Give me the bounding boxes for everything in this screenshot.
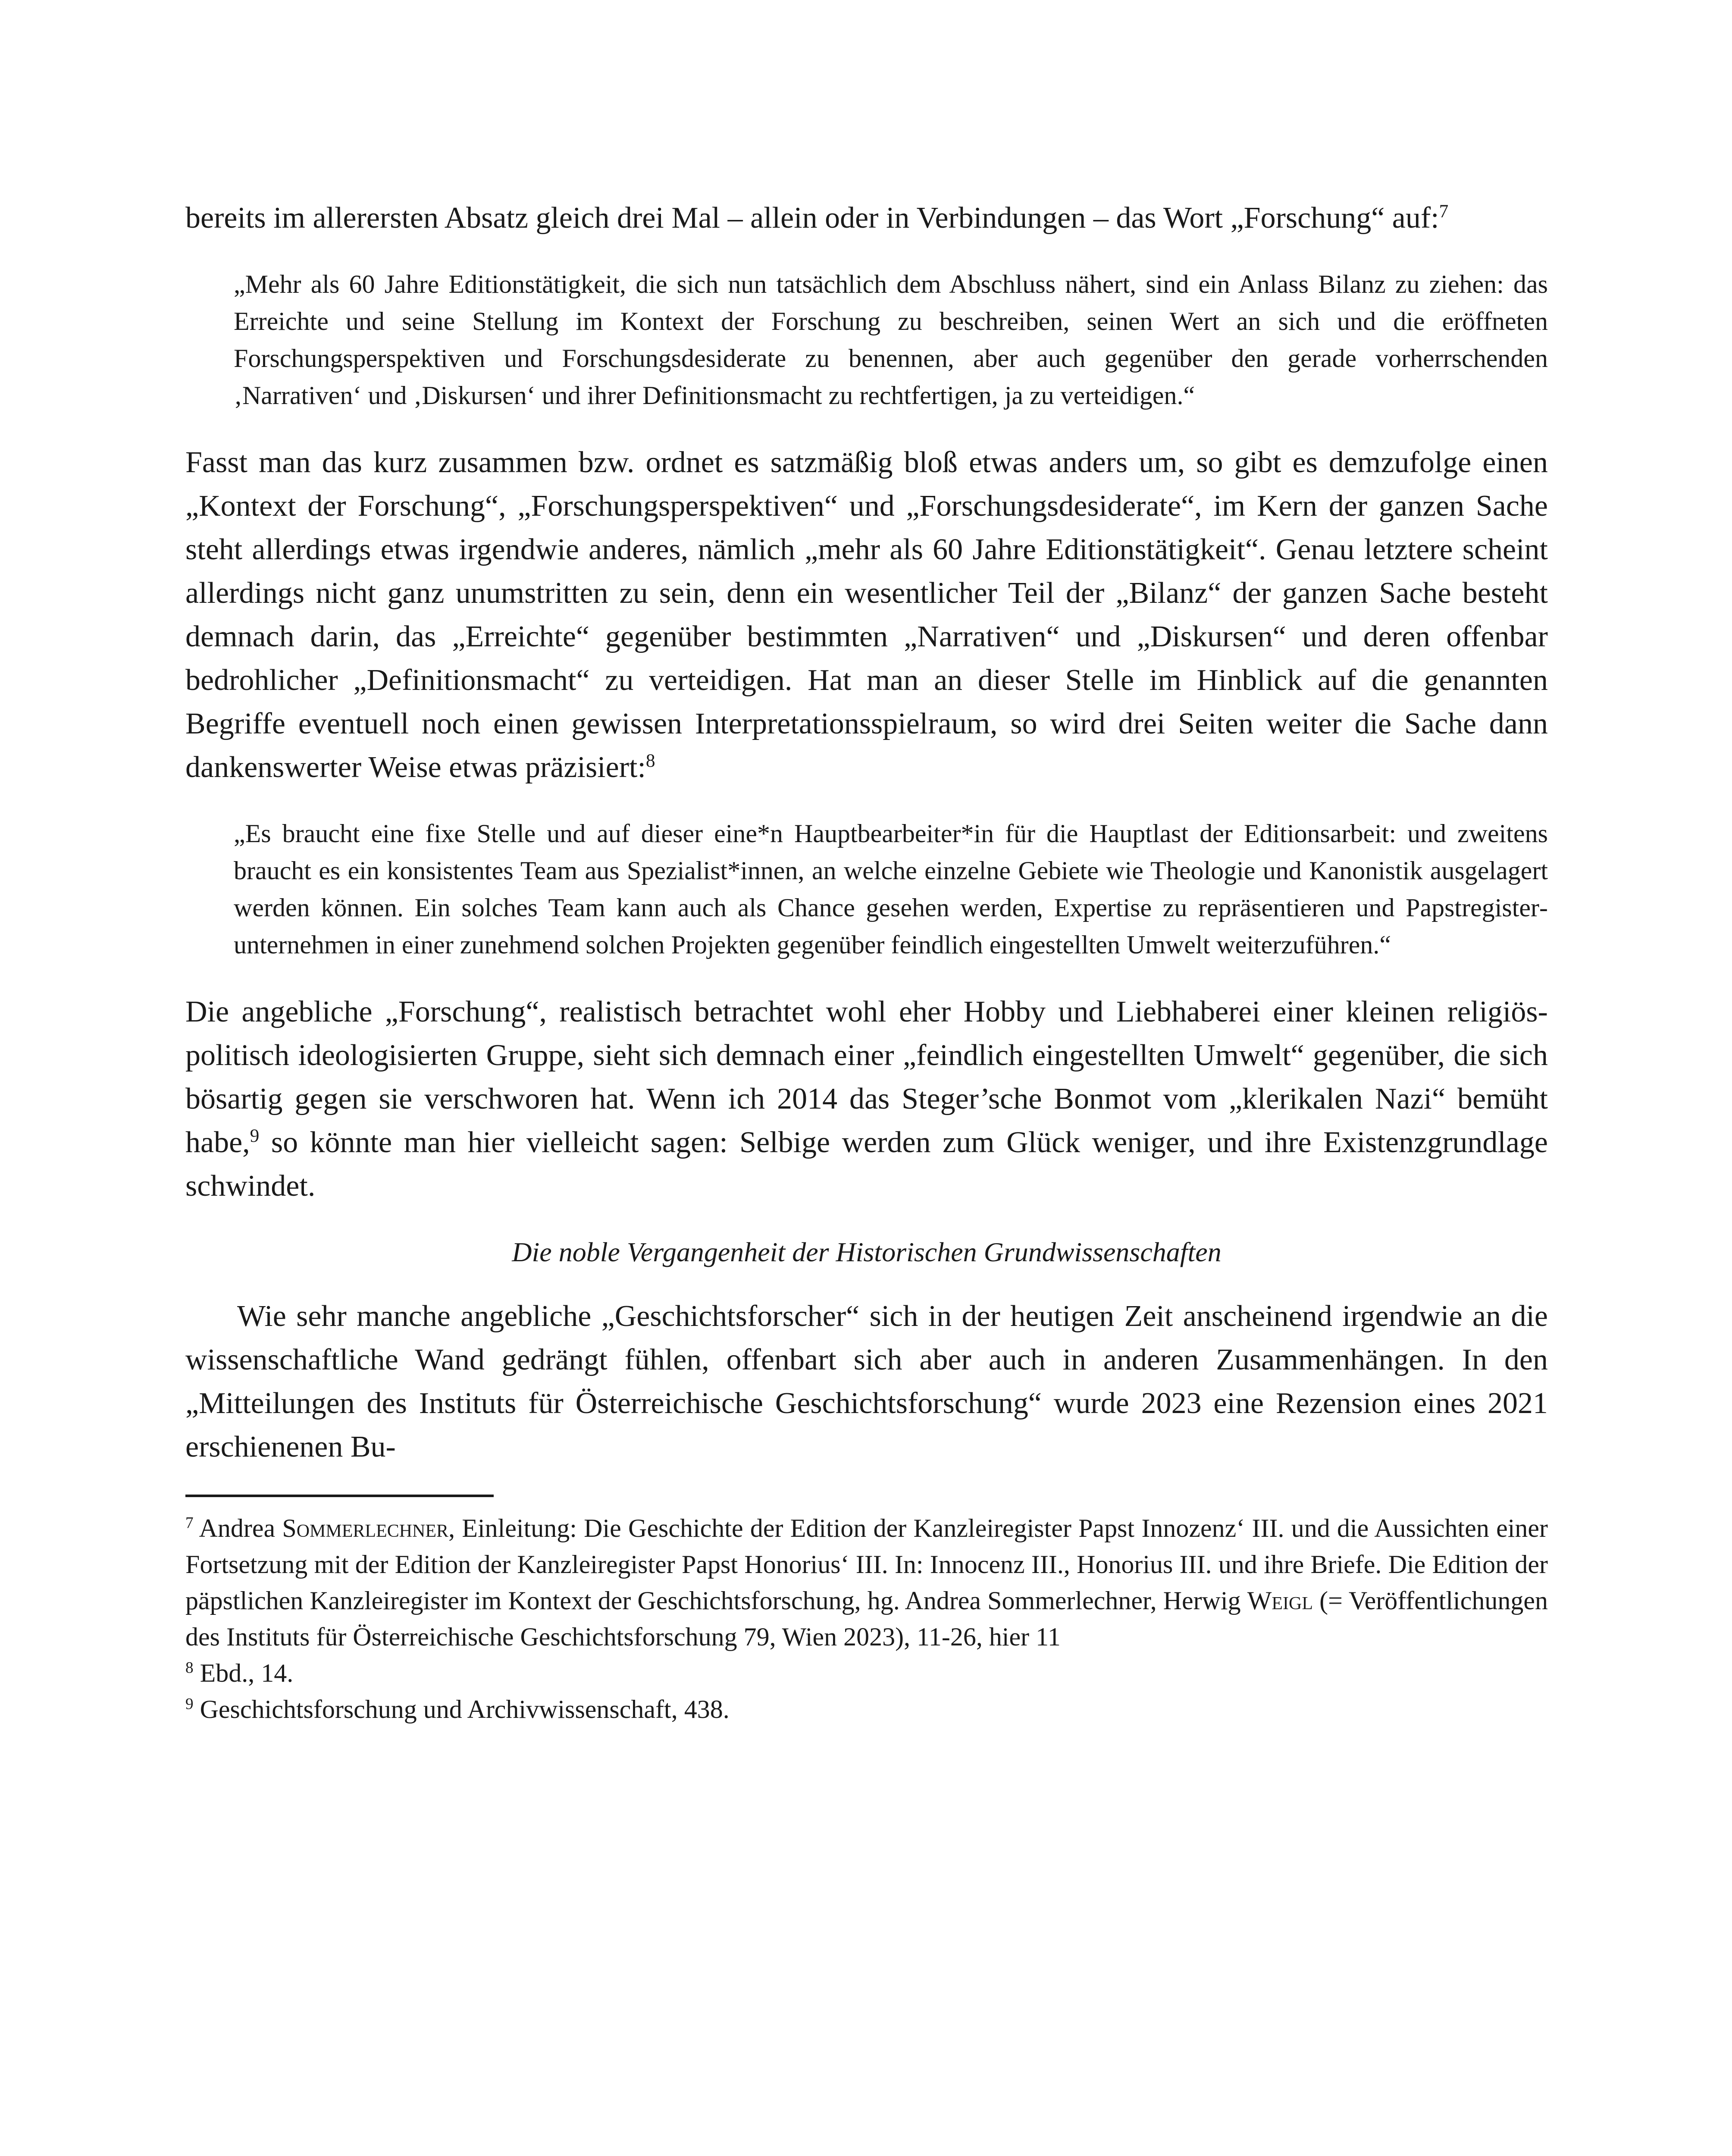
paragraph-3 bbox=[185, 990, 1548, 1208]
footnote-7-text-b: , Einleitung: Die Geschichte der Edition der Kanzleiregister Papst Innozenz‘ III. und die Aussichten einer Fortsetzung mit der Edition der Kanzleiregister Papst Honorius‘ III. In: Innocenz III., Honorius III. und ihre Briefe. Die Edition der päpstlichen Kanzleiregister im Kontext der Geschichtsforschung, hg. Andrea Sommerlechner, Herwig bbox=[185, 1514, 1548, 1615]
footnote-7-text-c: (= Veröffentlichungen des Instituts für Österreichische Geschichtsforschung 79, Wien 2023), 11-26, hier 11 bbox=[185, 1586, 1548, 1651]
footnote-8 bbox=[185, 1655, 1548, 1691]
footnote-7-author: Sommerlechner bbox=[282, 1514, 449, 1542]
block-quote-2: „Es braucht eine fixe Stelle und auf dieser eine*n Hauptbearbeiter*in für die Hauptlast der Editionsarbeit: und zweitens braucht es ein konsistentes Team aus Spezialist*innen, an welche einzelne Gebiete wie Theologie und Kanonistik ausgelagert werden können. Ein solches Team kann auch als Chance gesehen werden, Expertise zu repräsentieren und Papstregisterunternehmen in einer zunehmend solchen Projekten gegenüber feindlich eingestellten Umwelt weiterzuführen.“ bbox=[234, 819, 1548, 959]
footnote-7-text-a: Andrea bbox=[193, 1514, 282, 1542]
paragraph-2 bbox=[185, 441, 1548, 789]
footnote-number-8: 8 bbox=[185, 1659, 194, 1677]
paragraph-2-text: Fasst man das kurz zusammen bzw. ordnet es satzmäßig bloß etwas anders um, so gibt es demzufolge einen „Kontext der Forschung“, „Forschungsperspektiven“ und „Forschungsdesiderate“, im Kern der ganzen Sache steht allerdings etwas irgendwie anderes, nämlich „mehr als 60 Jahre Editionstätigkeit“. Genau letztere scheint allerdings nicht ganz unumstritten zu sein, denn ein wesentlicher Teil der „Bilanz“ der ganzen Sache besteht demnach darin, das „Erreichte“ gegenüber bestimmten „Narrativen“ und „Diskursen“ und deren offenbar bedrohlicher „Definitionsmacht“ zu verteidigen. Hat man an dieser Stelle im Hinblick auf die genannten Begriffe eventuell noch einen gewissen Interpretationsspielraum, so wird drei Seiten weiter die Sache dann dankenswerter Weise etwas präzisiert: bbox=[185, 446, 1548, 784]
paragraph-1 bbox=[185, 196, 1548, 240]
footnote-number-7: 7 bbox=[185, 1514, 194, 1532]
paragraph-3-text-a: Die angebliche „Forschung“, realistisch betrachtet wohl eher Hobby und Liebhaberei einer kleinen religiös-politisch ideologisierten Gruppe, sieht sich demnach einer „feindlich eingestellten Umwelt“ gegenüber, die sich bösartig gegen sie verschworen hat. Wenn ich 2014 das Steger’sche Bonmot vom „klerikalen Nazi“ bemüht habe, bbox=[185, 995, 1548, 1159]
footnote-ref-8[interactable]: 8 bbox=[645, 750, 655, 771]
paragraph-1-text: bereits im allerersten Absatz gleich drei Mal – allein oder in Verbindungen – das Wort „Forschung“ auf: bbox=[185, 201, 1439, 235]
footnote-divider bbox=[185, 1495, 494, 1497]
footnote-9 bbox=[185, 1691, 1548, 1727]
footnote-7 bbox=[185, 1510, 1548, 1655]
footnote-9-text: Geschichtsforschung und Archivwissenschaft, 438. bbox=[193, 1695, 730, 1724]
footnote-7-editor: Weigl bbox=[1247, 1586, 1313, 1615]
paragraph-3-text-b: so könnte man hier vielleicht sagen: Selbige werden zum Glück weniger, und ihre Existenzgrundlage schwindet. bbox=[185, 1126, 1548, 1203]
block-quote-1: „Mehr als 60 Jahre Editionstätigkeit, die sich nun tatsächlich dem Abschluss nähert, sind ein Anlass Bilanz zu ziehen: das Erreichte und seine Stellung im Kontext der Forschung zu beschreiben, seinen Wert an sich und die eröffneten Forschungsperspektiven und Forschungsdesiderate zu benennen, aber auch gegenüber den gerade vorherrschenden ‚Narrativen‘ und ‚Diskursen‘ und ihrer Definitionsmacht zu rechtfertigen, ja zu verteidigen.“ bbox=[234, 270, 1548, 410]
footnote-number-9: 9 bbox=[185, 1695, 194, 1713]
footnote-ref-9[interactable]: 9 bbox=[250, 1125, 260, 1147]
page-content bbox=[185, 196, 1548, 1727]
footnote-ref-7[interactable]: 7 bbox=[1439, 201, 1449, 222]
footnotes bbox=[185, 1510, 1548, 1727]
footnote-8-text: Ebd., 14. bbox=[193, 1659, 294, 1687]
section-heading: Die noble Vergangenheit der Historischen Grundwissenschaften bbox=[512, 1237, 1221, 1267]
paragraph-4: Wie sehr manche angebliche „Geschichtsforscher“ sich in der heutigen Zeit anscheinend irgendwie an die wissenschaftliche Wand gedrängt fühlen, offenbart sich aber auch in anderen Zusammenhängen. In den „Mitteilungen des Instituts für Österreichische Geschichtsforschung“ wurde 2023 eine Rezension eines 2021 erschienenen Bu- bbox=[185, 1300, 1548, 1463]
